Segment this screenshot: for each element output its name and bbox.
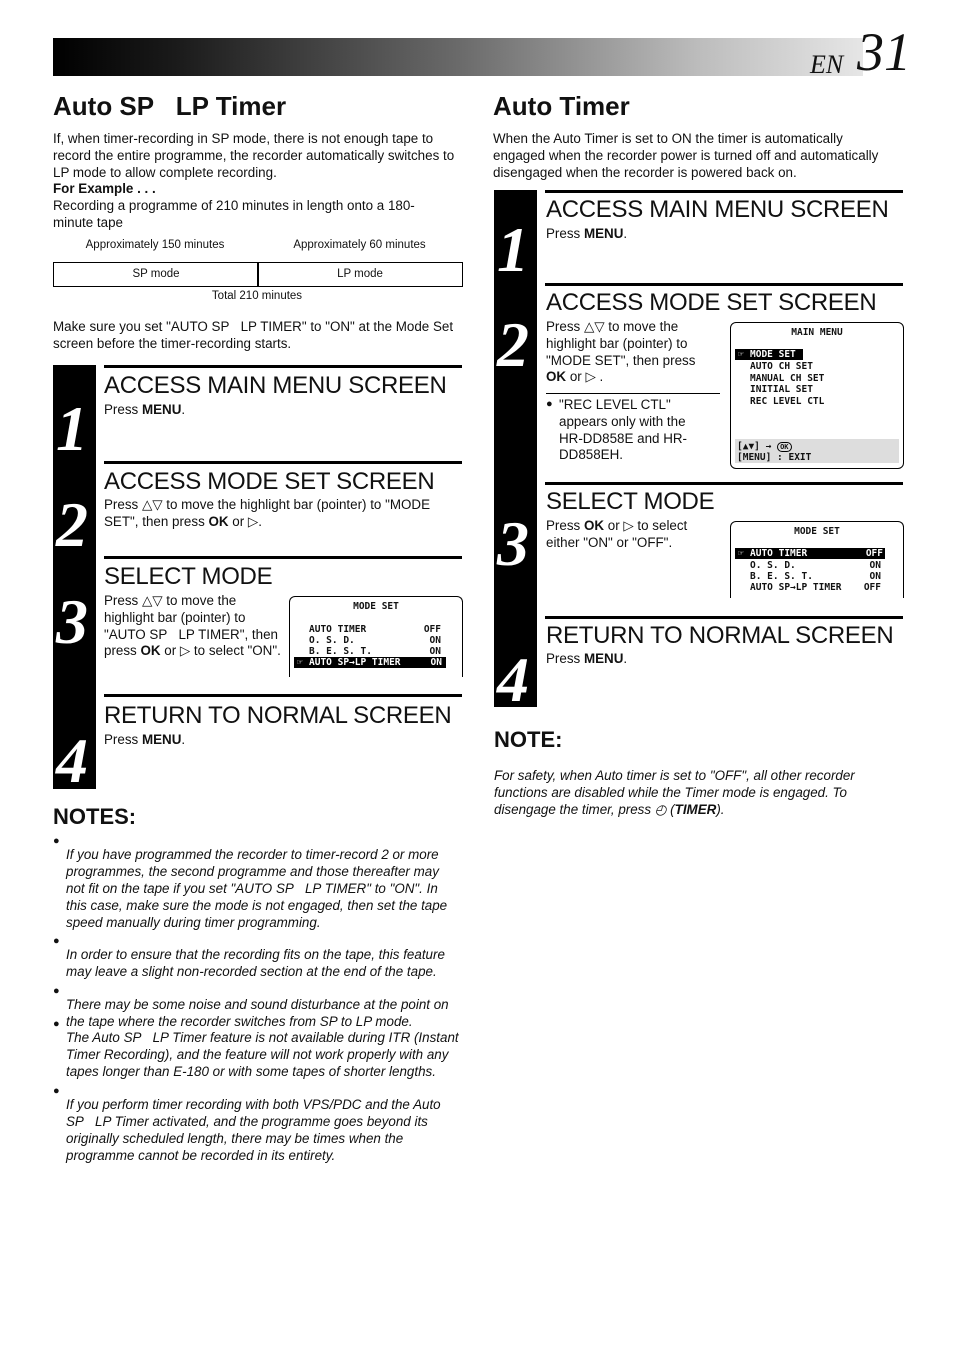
- right-step-4-title: RETURN TO NORMAL SCREEN: [546, 622, 894, 649]
- page-number: 31: [857, 22, 911, 82]
- note-item: In order to ensure that the recording fits on the tape, this feature may leave a slight non-recorded section at the end of the tape.: [66, 947, 445, 980]
- osd-title: MAIN MENU: [791, 327, 843, 338]
- left-step-2-title: ACCESS MODE SET SCREEN: [104, 468, 435, 495]
- osd-row: O. S. D. ON: [750, 560, 881, 571]
- osd-row: AUTO TIMER OFF: [309, 624, 441, 635]
- right-step-2-text: Press △▽ to move the highlight bar (pointer) to "MODE SET", then press OK or ▷ .: [546, 319, 696, 385]
- osd-row: REC LEVEL CTL: [750, 396, 825, 407]
- page-language: EN: [810, 50, 844, 79]
- main-menu-osd: [730, 322, 904, 469]
- osd-title: MODE SET: [794, 526, 840, 537]
- right-step-4-text: Press MENU.: [546, 651, 628, 666]
- right-step-1-text: Press MENU.: [546, 226, 628, 241]
- osd-row: INITIAL SET: [750, 384, 813, 395]
- note-item: If you have programmed the recorder to timer-record 2 or more programmes, the second programme and those thereafter may not fit on the tape if you set "AUTO SP LP TIMER" to "ON". In this case, make sure the mode is not engaged, then set the tape speed manually during timer programming.: [66, 847, 448, 930]
- osd-row: O. S. D. ON: [309, 635, 441, 646]
- make-sure-text: Make sure you set "AUTO SP LP TIMER" to "ON" at the Mode Set screen before the timer-recording starts.: [53, 319, 454, 351]
- note-item: If you perform timer recording with both VPS/PDC and the Auto SP LP Timer activated, and the programme goes beyond its originally scheduled length, there may be times when the programme cannot be recorded in its entirety.: [66, 1097, 441, 1163]
- osd-row-highlighted: ☞ MODE SET: [735, 349, 803, 360]
- right-section-title: Auto Timer: [493, 91, 630, 121]
- right-step-4-number: 4: [497, 644, 529, 715]
- note-bullet: ●: [53, 1085, 60, 1097]
- pointer-icon: ☞: [738, 349, 744, 360]
- right-step-2-title: ACCESS MODE SET SCREEN: [546, 289, 877, 316]
- note-bullet: ●: [546, 398, 553, 410]
- osd-title: MODE SET: [353, 601, 399, 612]
- left-step-1-number: 1: [56, 393, 88, 464]
- timeline-lp-time: Approximately 60 minutes: [293, 239, 426, 251]
- left-mode-set-osd: [289, 596, 463, 677]
- note-bullet: ●: [53, 835, 60, 847]
- note-bullet: ●: [53, 985, 60, 997]
- osd-row: B. E. S. T. ON: [309, 646, 441, 657]
- osd-row-highlighted: ☞ AUTO TIMER OFF: [735, 548, 885, 559]
- left-step-4-rule: [104, 694, 462, 697]
- right-step-3-number: 3: [497, 508, 529, 579]
- right-step-1-title: ACCESS MAIN MENU SCREEN: [546, 196, 889, 223]
- note-bullet: ●: [53, 935, 60, 947]
- note-item: There may be some noise and sound disturbance at the point on the tape where the recorder switches from SP to LP mode.: [66, 997, 449, 1030]
- left-step-2-rule: [104, 461, 462, 464]
- pointer-icon: ☞: [297, 657, 303, 668]
- left-step-2-number: 2: [56, 489, 88, 560]
- left-intro: If, when timer-recording in SP mode, there is not enough tape to record the entire programme, the recorder automatically switches to LP mode to allow complete recording.: [53, 131, 455, 180]
- note-text: For safety, when Auto timer is set to "OFF", all other recorder functions are disabled while the Timer mode is engaged. To disengage the timer, press ◴ (TIMER).: [494, 768, 855, 817]
- right-step-1-rule: [545, 190, 903, 193]
- right-step-4-rule: [545, 616, 903, 619]
- right-step-3-title: SELECT MODE: [546, 488, 715, 515]
- osd-row: B. E. S. T. ON: [750, 571, 881, 582]
- note-bullet: ●: [53, 1018, 60, 1030]
- right-step-2-rule: [545, 283, 903, 286]
- example-label: For Example . . .: [53, 181, 156, 196]
- osd-row: AUTO SP→LP TIMER OFF: [750, 582, 881, 593]
- left-step-4-text: Press MENU.: [104, 732, 186, 747]
- osd-row: AUTO CH SET: [750, 361, 813, 372]
- left-step-3-title: SELECT MODE: [104, 563, 273, 590]
- right-step-3-text: Press OK or ▷ to select either "ON" or "OFF".: [546, 518, 688, 550]
- left-step-4-number: 4: [56, 725, 88, 796]
- timeline-sp-time: Approximately 150 minutes: [85, 239, 225, 251]
- example-text: Recording a programme of 210 minutes in length onto a 180-minute tape: [53, 198, 415, 230]
- timeline-sp-cell: [53, 262, 259, 287]
- left-step-3-number: 3: [56, 586, 88, 657]
- timeline-lp-label: LP mode: [337, 268, 383, 280]
- osd-footer-keys: [▲▼] → OK: [737, 441, 792, 452]
- left-section-title: Auto SP LP Timer: [53, 91, 287, 121]
- right-mode-set-osd: [730, 521, 904, 598]
- left-step-3-text: Press △▽ to move the highlight bar (pointer) to "AUTO SP LP TIMER", then press OK or ▷ to select "ON".: [104, 593, 281, 659]
- osd-row-highlighted: ☞ AUTO SP→LP TIMER ON: [294, 657, 446, 668]
- left-step-3-rule: [104, 556, 462, 559]
- pointer-icon: ☞: [738, 548, 744, 559]
- left-step-1-title: ACCESS MAIN MENU SCREEN: [104, 372, 447, 399]
- right-step-2-note: "REC LEVEL CTL" appears only with the HR-DD858E and HR-DD858EH.: [559, 397, 687, 463]
- left-step-1-rule: [104, 365, 462, 368]
- notes-title: NOTES:: [53, 804, 137, 829]
- header-bar: [53, 38, 863, 76]
- right-intro: When the Auto Timer is set to ON the timer is automatically engaged when the recorder power is turned off and automatically disengaged when the recorder is powered back on.: [493, 131, 879, 180]
- right-step-3-rule: [545, 482, 903, 485]
- right-step-2-number: 2: [497, 309, 529, 380]
- osd-row: MANUAL CH SET: [750, 373, 825, 384]
- left-step-1-text: Press MENU.: [104, 402, 186, 417]
- right-step-2-divider: [546, 393, 720, 394]
- osd-footer-exit: [MENU] : EXIT: [737, 452, 812, 463]
- timeline-lp-cell: [257, 262, 463, 287]
- note-title: NOTE:: [494, 727, 563, 752]
- timeline-total: Total 210 minutes: [211, 290, 303, 302]
- right-step-1-number: 1: [497, 214, 529, 285]
- timeline-sp-label: SP mode: [132, 268, 180, 280]
- note-item: The Auto SP LP Timer feature is not available during ITR (Instant Timer Recording), and the feature will not work properly with any tapes longer than E-180 or with some tapes of shorter lengths.: [66, 1030, 459, 1079]
- left-step-4-title: RETURN TO NORMAL SCREEN: [104, 702, 452, 729]
- left-step-2-text: Press △▽ to move the highlight bar (pointer) to "MODE SET", then press OK or ▷.: [104, 497, 431, 529]
- ok-key-icon: OK: [777, 442, 791, 452]
